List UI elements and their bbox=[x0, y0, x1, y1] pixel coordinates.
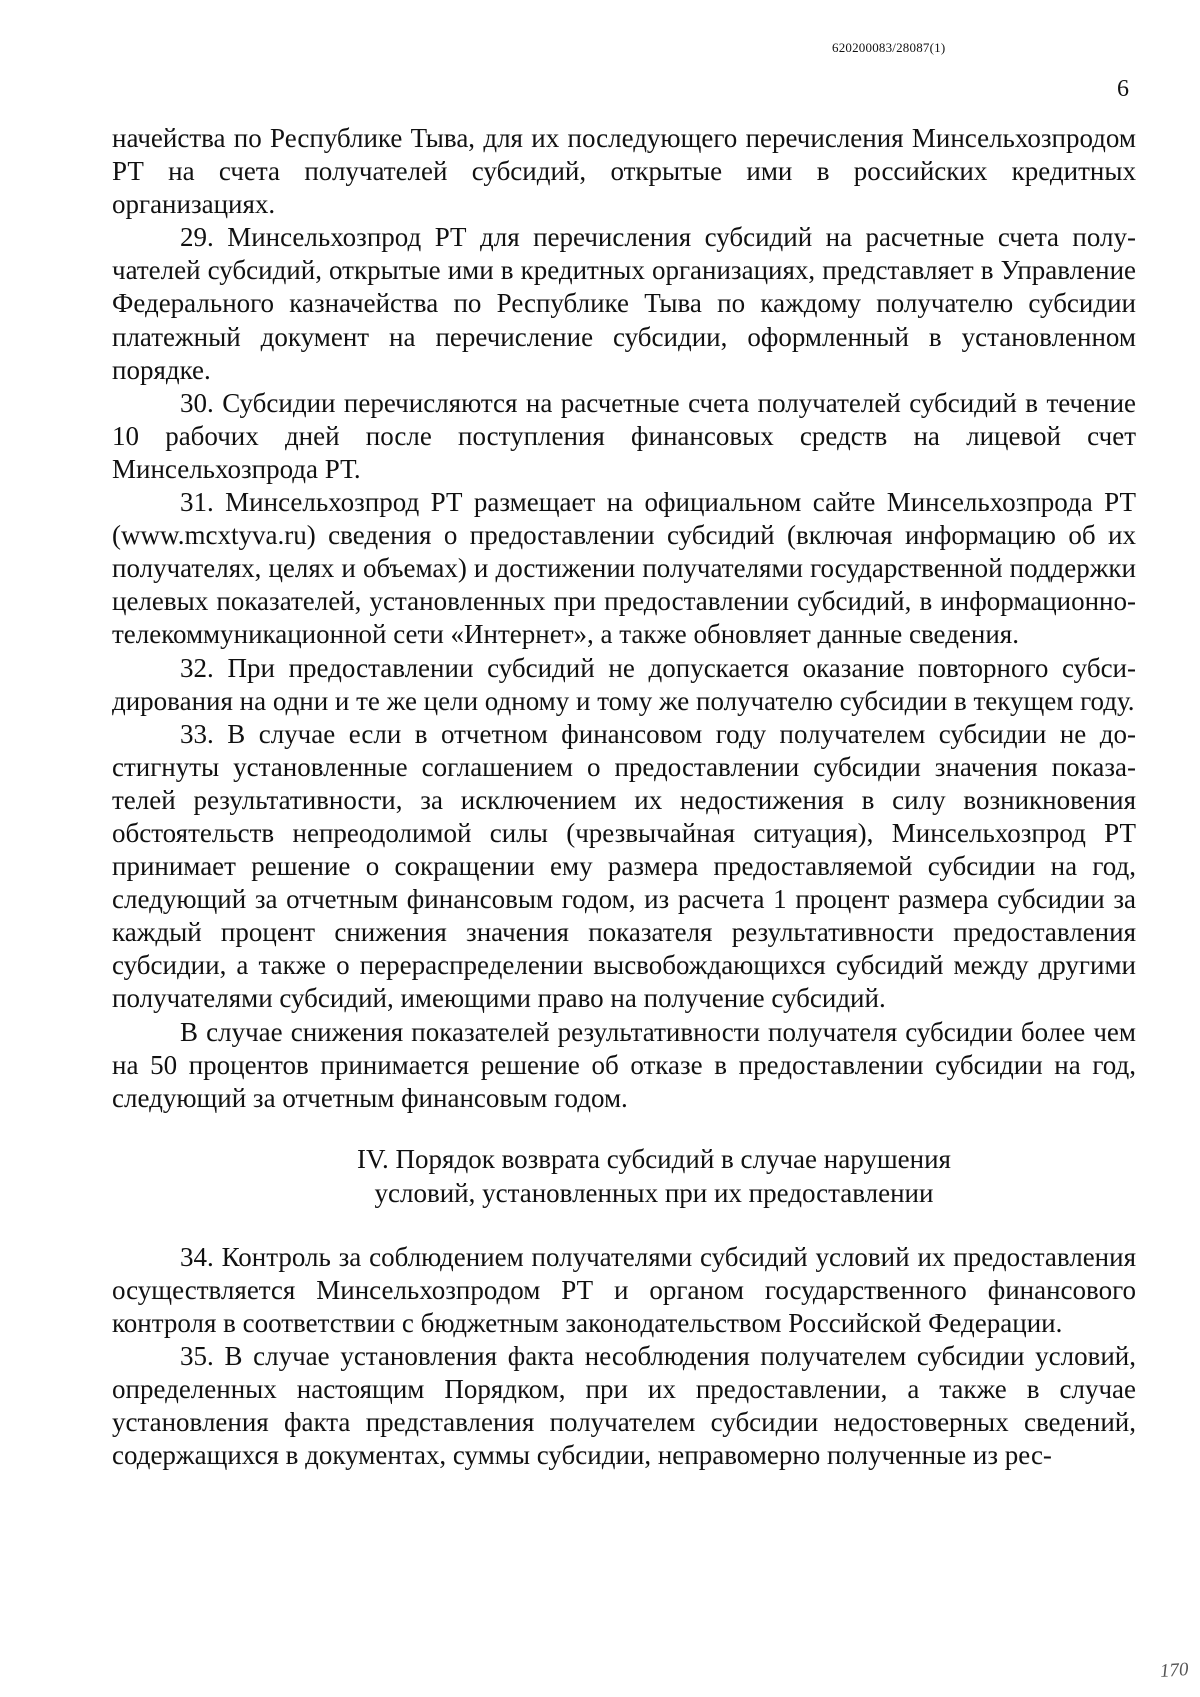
section-heading bbox=[112, 1142, 1136, 1210]
paragraph-33-continued: В случае снижения показателей результативности получателя субсидии более чем на 50 процентов принимается решение об отказе в предоставлении субсидии на год, следующий за отчетным финансовым годом. bbox=[112, 1016, 1136, 1113]
handwritten-page-mark: 170 bbox=[1159, 1659, 1190, 1682]
paragraph-31: 31. Минсельхозпрод РТ размещает на официальном сайте Минсельхозпрода РТ (www.mcxtyva.ru) сведения о предоставлении субсидий (включая информацию об их получателях, целях и объемах) и достижении получателями государственной поддержки целевых показателей, установленных при предоставлении субсидий, в информационно-телекоммуникационной сети «Интернет», а также обновляет данные сведения. bbox=[112, 487, 1136, 650]
document-id: 620200083/28087(1) bbox=[832, 40, 946, 55]
section-heading-line-1: IV. Порядок возврата субсидий в случае нарушения bbox=[357, 1143, 951, 1174]
paragraph-33: 33. В случае если в отчетном финансовом году получателем субсидии не достигнуты установленные соглашением о предоставлении субсидии значения показателей результативности, за исключением их недостижения в силу возникновения обстоятельств непреодолимой силы (чрезвычайная ситуация), Минсельхозпрод РТ принимает решение о сокращении ему размера предоставляемой субсидии на год, следующий за отчетным финансовым годом, из расчета 1 процент размера субсидии за каждый процент снижения значения показателя результативности предоставления субсидии, а также о перераспределении высвобождающихся субсидий между другими получателями субсидий, имеющими право на получение субсидий. bbox=[112, 718, 1136, 1014]
paragraph-29: 29. Минсельхозпрод РТ для перечисления субсидий на расчетные счета получателей субсидий, открытые ими в кредитных организациях, представляет в Управление Федерального казначейства по Республике Тыва по каждому получателю субсидии платежный документ на перечисление субсидии, оформленный в установленном порядке. bbox=[112, 222, 1136, 385]
document-body bbox=[112, 122, 1136, 1472]
paragraph-continuation: начейства по Республике Тыва, для их последующего перечисления Минсельхозпродом РТ на счета получателей субсидий, открытые ими в российских кредитных организациях. bbox=[112, 123, 1136, 220]
page-number: 6 bbox=[1117, 76, 1129, 102]
paragraph-35: 35. В случае установления факта несоблюдения получателем субсидии условий, определенных настоящим Порядком, при их предоставлении, а также в случае установления факта представления получателем субсидии недостоверных сведений, содержащихся в документах, суммы субсидии, неправомерно полученные из рес- bbox=[112, 1341, 1136, 1471]
paragraph-30: 30. Субсидии перечисляются на расчетные счета получателей субсидий в течение 10 рабочих дней после поступления финансовых средств на лицевой счет Минсельхозпрода РТ. bbox=[112, 387, 1136, 484]
section-heading-line-2: условий, установленных при их предоставлении bbox=[374, 1177, 934, 1208]
paragraph-32: 32. При предоставлении субсидий не допускается оказание повторного субсидирования на одни и те же цели одному и тому же получателю субсидии в текущем году. bbox=[112, 652, 1136, 716]
paragraph-34: 34. Контроль за соблюдением получателями субсидий условий их предоставления осуществляется Минсельхозпродом РТ и органом государственного финансового контроля в соответствии с бюджетным законодательством Российской Федерации. bbox=[112, 1241, 1136, 1338]
